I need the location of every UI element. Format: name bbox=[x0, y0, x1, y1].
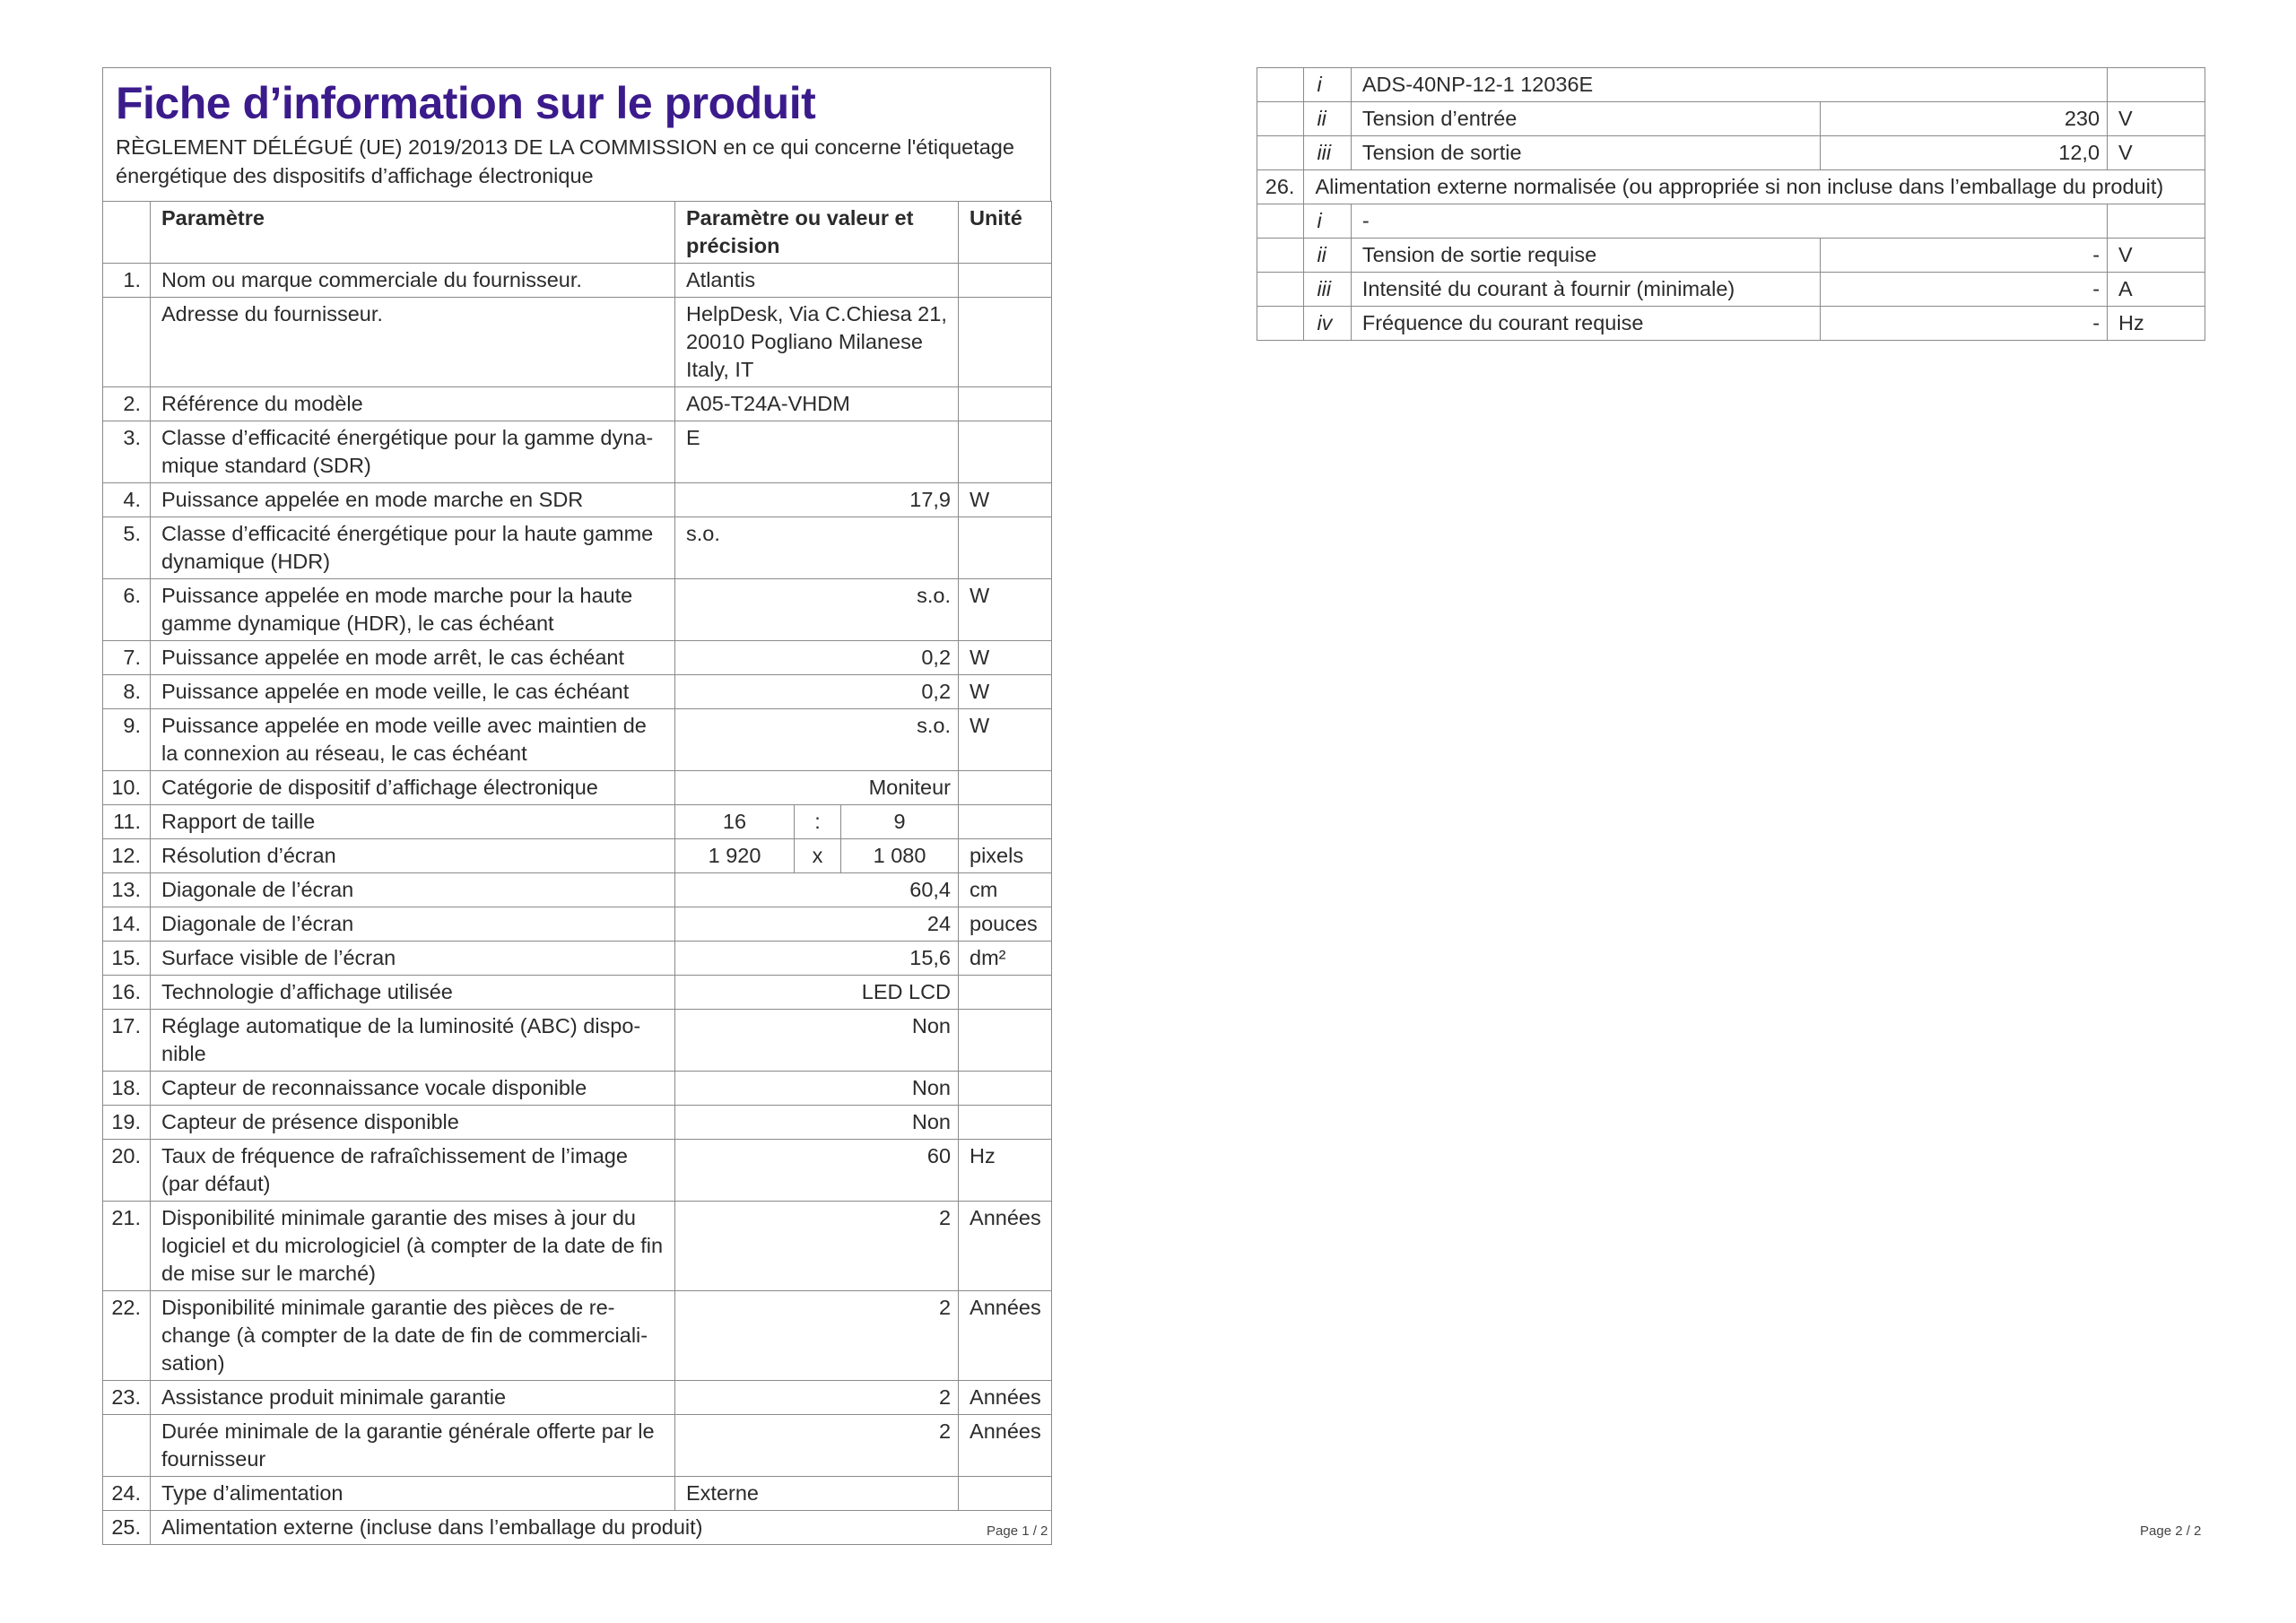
header-value: Paramètre ou valeur et précision bbox=[675, 202, 959, 264]
row-number: 24. bbox=[103, 1477, 151, 1511]
row-label: Fréquence du courant requise bbox=[1351, 307, 1820, 341]
row-label: Durée minimale de la garantie générale offerte par le fournisseur bbox=[151, 1415, 675, 1477]
row-unit: Années bbox=[959, 1415, 1052, 1477]
row-unit: V bbox=[2108, 239, 2205, 273]
row-value: 0,2 bbox=[675, 675, 959, 709]
row-label: Réglage automatique de la luminosité (ABC) dispo-nible bbox=[151, 1010, 675, 1072]
table-row bbox=[1257, 239, 2205, 273]
row-value: A05-T24A-VHDM bbox=[675, 387, 959, 421]
row-label: Résolution d’écran bbox=[151, 839, 675, 873]
row-number: 7. bbox=[103, 641, 151, 675]
row-number: 3. bbox=[103, 421, 151, 483]
row-label: Puissance appelée en mode arrêt, le cas échéant bbox=[151, 641, 675, 675]
row-value: 15,6 bbox=[675, 942, 959, 976]
row-unit: V bbox=[2108, 102, 2205, 136]
row-value: s.o. bbox=[675, 579, 959, 641]
row-unit: W bbox=[959, 579, 1052, 641]
table-row bbox=[103, 873, 1052, 907]
row-number: 16. bbox=[103, 976, 151, 1010]
row-label: Catégorie de dispositif d’affichage électronique bbox=[151, 771, 675, 805]
row-number: 12. bbox=[103, 839, 151, 873]
row-unit: A bbox=[2108, 273, 2205, 307]
row-unit bbox=[959, 421, 1052, 483]
table-row bbox=[103, 298, 1052, 387]
table-row bbox=[103, 421, 1052, 483]
row-label: Tension de sortie bbox=[1351, 136, 1820, 170]
row-value: 230 bbox=[1821, 102, 2108, 136]
document-header bbox=[102, 67, 1051, 201]
table-row bbox=[103, 579, 1052, 641]
row-value: Non bbox=[675, 1106, 959, 1140]
row-label: Puissance appelée en mode veille, le cas échéant bbox=[151, 675, 675, 709]
row-number: 25. bbox=[103, 1511, 151, 1545]
row-label: Type d’alimentation bbox=[151, 1477, 675, 1511]
row-label: Alimentation externe (incluse dans l’emballage du produit) bbox=[151, 1511, 1052, 1545]
regulation-line-2: énergétique des dispositifs d’affichage électronique bbox=[116, 164, 594, 187]
row-unit: W bbox=[959, 709, 1052, 771]
row-unit: dm² bbox=[959, 942, 1052, 976]
row-unit bbox=[959, 976, 1052, 1010]
row-number: 19. bbox=[103, 1106, 151, 1140]
table-row bbox=[103, 1381, 1052, 1415]
psu-model: ADS-40NP-12-1 12036E bbox=[1351, 68, 2107, 102]
table-row bbox=[103, 1511, 1052, 1545]
row-value: Moniteur bbox=[675, 771, 959, 805]
table-row bbox=[103, 483, 1052, 517]
roman-index: ii bbox=[1304, 239, 1351, 273]
row-label: Puissance appelée en mode marche en SDR bbox=[151, 483, 675, 517]
row-value-a: 16 bbox=[675, 805, 795, 839]
row-number: 20. bbox=[103, 1140, 151, 1202]
row-number: 23. bbox=[103, 1381, 151, 1415]
roman-index: iii bbox=[1304, 273, 1351, 307]
table-row bbox=[103, 839, 1052, 873]
row-number: 26. bbox=[1257, 170, 1304, 204]
row-value: 24 bbox=[675, 907, 959, 942]
table-row bbox=[1257, 273, 2205, 307]
row-number: 14. bbox=[103, 907, 151, 942]
document-title: Fiche d’information sur le produit bbox=[116, 78, 816, 128]
row-value: 2 bbox=[675, 1202, 959, 1291]
row-label: Capteur de présence disponible bbox=[151, 1106, 675, 1140]
table-row bbox=[103, 907, 1052, 942]
row-label: Diagonale de l’écran bbox=[151, 907, 675, 942]
row-number: 18. bbox=[103, 1072, 151, 1106]
row-label: Diagonale de l’écran bbox=[151, 873, 675, 907]
row-label: Taux de fréquence de rafraîchissement de l’image (par défaut) bbox=[151, 1140, 675, 1202]
row-value-a: 1 920 bbox=[675, 839, 795, 873]
row-value: s.o. bbox=[675, 517, 959, 579]
table-row bbox=[1257, 102, 2205, 136]
row-unit: pixels bbox=[959, 839, 1052, 873]
row-label: Classe d’efficacité énergétique pour la haute gamme dynamique (HDR) bbox=[151, 517, 675, 579]
row-label: Puissance appelée en mode veille avec maintien de la connexion au réseau, le cas échéant bbox=[151, 709, 675, 771]
row-unit: pouces bbox=[959, 907, 1052, 942]
row-value: - bbox=[1821, 273, 2108, 307]
row-value: 2 bbox=[675, 1381, 959, 1415]
row-value: - bbox=[1821, 239, 2108, 273]
table-header-row bbox=[103, 202, 1052, 264]
row-value: 60,4 bbox=[675, 873, 959, 907]
row-separator: : bbox=[795, 805, 841, 839]
regulation-line-1: RÈGLEMENT DÉLÉGUÉ (UE) 2019/2013 DE LA COMMISSION en ce qui concerne l'étiquetage bbox=[116, 135, 1014, 159]
table-row bbox=[1257, 136, 2205, 170]
row-unit: W bbox=[959, 483, 1052, 517]
row-unit bbox=[959, 1106, 1052, 1140]
row-number: 4. bbox=[103, 483, 151, 517]
table-row bbox=[103, 1477, 1052, 1511]
row-number: 17. bbox=[103, 1010, 151, 1072]
row-label: Adresse du fournisseur. bbox=[151, 298, 675, 387]
row-unit: W bbox=[959, 675, 1052, 709]
table-row bbox=[103, 1010, 1052, 1072]
row-label: Classe d’efficacité énergétique pour la gamme dyna-mique standard (SDR) bbox=[151, 421, 675, 483]
header-parameter: Paramètre bbox=[151, 202, 675, 264]
row-value: 60 bbox=[675, 1140, 959, 1202]
roman-index: iii bbox=[1304, 136, 1351, 170]
row-number: 2. bbox=[103, 387, 151, 421]
table-row bbox=[103, 387, 1052, 421]
row-label: Disponibilité minimale garantie des mises à jour du logiciel et du micrologiciel (à compter de la date de fin de mise sur le marché) bbox=[151, 1202, 675, 1291]
row-value-b: 9 bbox=[841, 805, 959, 839]
row-value: 2 bbox=[675, 1291, 959, 1381]
row-value: E bbox=[675, 421, 959, 483]
row-label: Référence du modèle bbox=[151, 387, 675, 421]
row-label: Assistance produit minimale garantie bbox=[151, 1381, 675, 1415]
power-supply-table bbox=[1257, 67, 2205, 341]
row-number: 6. bbox=[103, 579, 151, 641]
row-value: HelpDesk, Via C.Chiesa 21, 20010 Pogliano Milanese Italy, IT bbox=[675, 298, 959, 387]
row-unit: Hz bbox=[959, 1140, 1052, 1202]
row-number: 13. bbox=[103, 873, 151, 907]
table-row bbox=[103, 1106, 1052, 1140]
table-row bbox=[1257, 68, 2205, 102]
page-2 bbox=[1257, 67, 2205, 341]
table-row bbox=[1257, 204, 2205, 239]
table-row bbox=[1257, 170, 2205, 204]
row-unit bbox=[959, 771, 1052, 805]
row-value: s.o. bbox=[675, 709, 959, 771]
row-unit: Années bbox=[959, 1381, 1052, 1415]
row-number: 9. bbox=[103, 709, 151, 771]
table-row bbox=[103, 1415, 1052, 1477]
table-row bbox=[103, 1072, 1052, 1106]
row-unit: Hz bbox=[2108, 307, 2205, 341]
table-row bbox=[103, 771, 1052, 805]
row-number: 15. bbox=[103, 942, 151, 976]
roman-index: i bbox=[1304, 68, 1351, 102]
row-number: 11. bbox=[103, 805, 151, 839]
row-value: Non bbox=[675, 1010, 959, 1072]
row-label: Puissance appelée en mode marche pour la haute gamme dynamique (HDR), le cas échéant bbox=[151, 579, 675, 641]
row-separator: x bbox=[795, 839, 841, 873]
row-label: Disponibilité minimale garantie des pièces de re-change (à compter de la date de fin de commerciali-sation) bbox=[151, 1291, 675, 1381]
row-label: - bbox=[1351, 204, 2107, 239]
table-row bbox=[103, 709, 1052, 771]
roman-index: ii bbox=[1304, 102, 1351, 136]
row-unit bbox=[959, 1010, 1052, 1072]
row-value: - bbox=[1821, 307, 2108, 341]
table-row bbox=[103, 641, 1052, 675]
row-number: 10. bbox=[103, 771, 151, 805]
product-info-table bbox=[102, 201, 1052, 1545]
table-row bbox=[103, 805, 1052, 839]
row-unit bbox=[959, 387, 1052, 421]
table-row bbox=[103, 1202, 1052, 1291]
row-value: LED LCD bbox=[675, 976, 959, 1010]
table-row bbox=[103, 942, 1052, 976]
table-row bbox=[103, 1140, 1052, 1202]
row-number bbox=[103, 1415, 151, 1477]
row-unit bbox=[959, 1072, 1052, 1106]
row-label: Surface visible de l’écran bbox=[151, 942, 675, 976]
table-row bbox=[103, 517, 1052, 579]
row-number: 22. bbox=[103, 1291, 151, 1381]
row-label: Intensité du courant à fournir (minimale) bbox=[1351, 273, 1820, 307]
row-unit bbox=[959, 298, 1052, 387]
row-number bbox=[103, 298, 151, 387]
row-number: 1. bbox=[103, 264, 151, 298]
table-row bbox=[103, 675, 1052, 709]
row-unit: V bbox=[2108, 136, 2205, 170]
row-value: Atlantis bbox=[675, 264, 959, 298]
row-value: 2 bbox=[675, 1415, 959, 1477]
row-value: 0,2 bbox=[675, 641, 959, 675]
row-label: Tension d’entrée bbox=[1351, 102, 1820, 136]
row-label: Capteur de reconnaissance vocale disponible bbox=[151, 1072, 675, 1106]
row-label: Nom ou marque commerciale du fournisseur. bbox=[151, 264, 675, 298]
row-value-b: 1 080 bbox=[841, 839, 959, 873]
row-number: 21. bbox=[103, 1202, 151, 1291]
row-value: Non bbox=[675, 1072, 959, 1106]
row-unit bbox=[959, 1477, 1052, 1511]
table-row bbox=[103, 264, 1052, 298]
row-unit bbox=[959, 805, 1052, 839]
row-unit: W bbox=[959, 641, 1052, 675]
page-1 bbox=[102, 67, 1051, 1545]
row-label: Rapport de taille bbox=[151, 805, 675, 839]
row-label: Alimentation externe normalisée (ou appropriée si non incluse dans l’emballage du produit) bbox=[1304, 170, 2205, 204]
row-label: Tension de sortie requise bbox=[1351, 239, 1820, 273]
table-row bbox=[103, 1291, 1052, 1381]
row-unit bbox=[959, 517, 1052, 579]
roman-index: iv bbox=[1304, 307, 1351, 341]
row-label: Technologie d’affichage utilisée bbox=[151, 976, 675, 1010]
page-number-2: Page 2 / 2 bbox=[2140, 1523, 2202, 1539]
row-value: 17,9 bbox=[675, 483, 959, 517]
row-value: 12,0 bbox=[1821, 136, 2108, 170]
row-unit: Années bbox=[959, 1291, 1052, 1381]
row-unit: Années bbox=[959, 1202, 1052, 1291]
roman-index: i bbox=[1304, 204, 1351, 239]
row-number: 5. bbox=[103, 517, 151, 579]
page-number-1: Page 1 / 2 bbox=[987, 1523, 1048, 1539]
header-unit: Unité bbox=[959, 202, 1052, 264]
table-row bbox=[1257, 307, 2205, 341]
row-value: Externe bbox=[675, 1477, 959, 1511]
table-row bbox=[103, 976, 1052, 1010]
row-unit bbox=[959, 264, 1052, 298]
row-number: 8. bbox=[103, 675, 151, 709]
row-unit: cm bbox=[959, 873, 1052, 907]
